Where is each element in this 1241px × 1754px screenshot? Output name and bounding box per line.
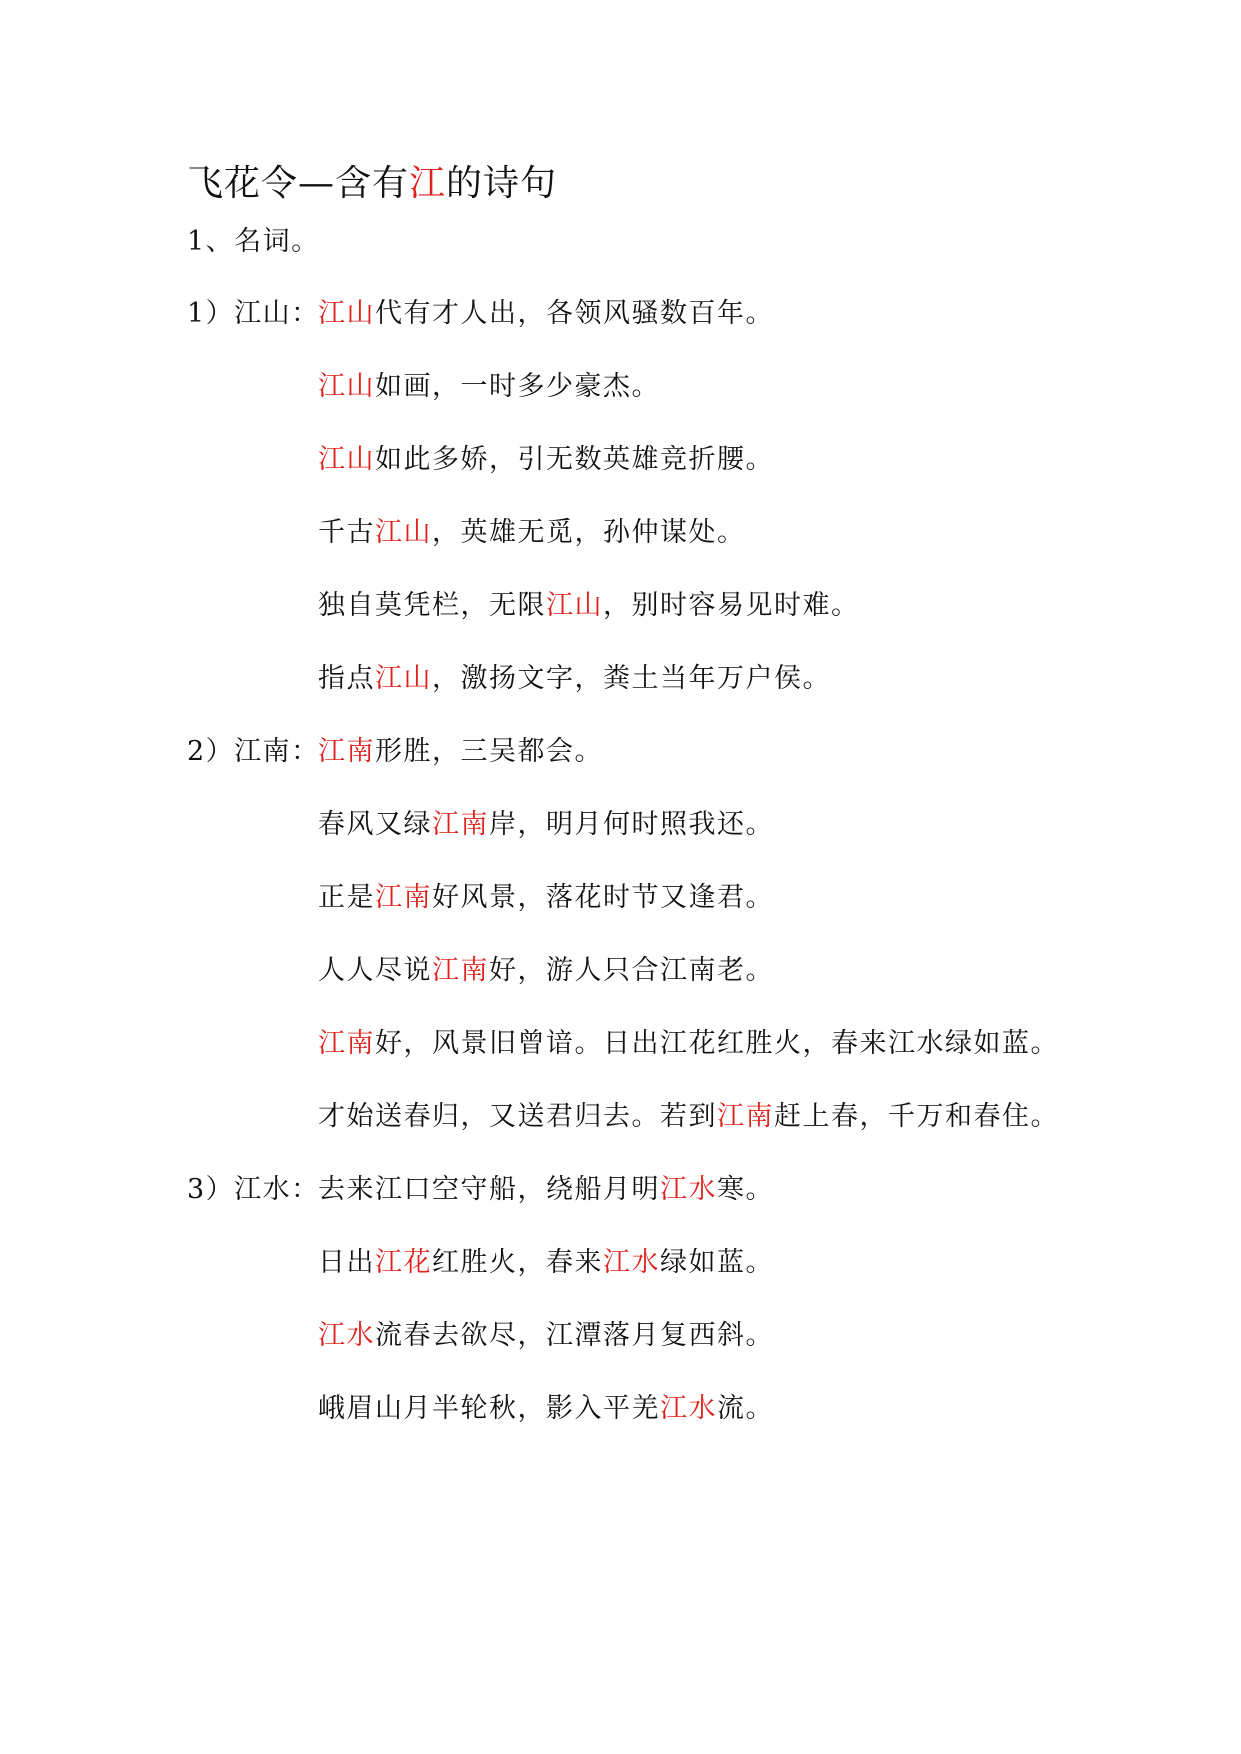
poem-text: 人人尽说 xyxy=(318,955,432,986)
poem-keyword: 江南 xyxy=(717,1101,774,1132)
poem-line xyxy=(187,440,774,480)
poem-keyword: 江山 xyxy=(318,371,375,402)
poem-line xyxy=(187,367,660,407)
poem-keyword: 江水 xyxy=(660,1174,717,1205)
poem-text: 流春去欲尽，江潭落月复西斜。 xyxy=(375,1320,774,1351)
section-heading: 1、名词。 xyxy=(187,226,320,257)
poem-text: 如此多娇，引无数英雄竞折腰。 xyxy=(375,444,774,475)
poem-line xyxy=(187,1170,774,1210)
poem-keyword: 江水 xyxy=(603,1247,660,1278)
poem-line xyxy=(187,805,774,845)
page-title xyxy=(187,158,557,210)
poem-keyword: 江水 xyxy=(318,1320,375,1351)
poem-text: 峨眉山月半轮秋，影入平羌 xyxy=(318,1393,660,1424)
title-pre: 飞花令—含有 xyxy=(187,163,410,204)
poem-line-prefix: 2）江南： xyxy=(187,736,320,767)
poem-keyword: 江水 xyxy=(660,1393,717,1424)
poem-keyword: 江山 xyxy=(546,590,603,621)
poem-text: ，激扬文字，粪土当年万户侯。 xyxy=(432,663,831,694)
poem-text: 寒。 xyxy=(717,1174,774,1205)
poem-text: 好风景，落花时节又逢君。 xyxy=(432,882,774,913)
poem-line xyxy=(187,732,603,772)
poem-line xyxy=(187,513,746,553)
poem-keyword: 江山 xyxy=(375,663,432,694)
title-post: 的诗句 xyxy=(446,163,558,204)
poem-line-prefix: 1）江山： xyxy=(187,298,320,329)
poem-text: 指点 xyxy=(318,663,375,694)
title-highlight: 江 xyxy=(409,163,447,204)
poem-text: 春风又绿 xyxy=(318,809,432,840)
poem-text: 好，风景旧曾谙。日出江花红胜火，春来江水绿如蓝。 xyxy=(375,1028,1059,1059)
poem-line xyxy=(187,1024,1059,1064)
poem-line xyxy=(187,1097,1059,1137)
poem-line xyxy=(187,878,774,918)
poem-text: 代有才人出，各领风骚数百年。 xyxy=(375,298,774,329)
poem-line xyxy=(187,294,774,334)
poem-text: ，别时容易见时难。 xyxy=(603,590,860,621)
poem-line xyxy=(187,1389,774,1429)
poem-keyword: 江南 xyxy=(318,1028,375,1059)
poem-keyword: 江山 xyxy=(318,444,375,475)
poem-line xyxy=(187,659,831,699)
poem-text: 千古 xyxy=(318,517,375,548)
poem-keyword: 江南 xyxy=(318,736,375,767)
poem-text: 日出 xyxy=(318,1247,375,1278)
poem-text: 形胜，三吴都会。 xyxy=(375,736,603,767)
poem-text: 去来江口空守船，绕船月明 xyxy=(318,1174,660,1205)
poem-text: ，英雄无觅，孙仲谋处。 xyxy=(432,517,746,548)
poem-keyword: 江山 xyxy=(375,517,432,548)
poem-text: 好，游人只合江南老。 xyxy=(489,955,774,986)
poem-text: 正是 xyxy=(318,882,375,913)
poem-keyword: 江南 xyxy=(432,809,489,840)
poem-text: 赶上春，千万和春住。 xyxy=(774,1101,1059,1132)
poem-keyword: 江南 xyxy=(375,882,432,913)
poem-keyword: 江南 xyxy=(432,955,489,986)
poem-line xyxy=(187,586,860,626)
poem-line-prefix: 3）江水： xyxy=(187,1174,320,1205)
poem-text: 流。 xyxy=(717,1393,774,1424)
poem-line xyxy=(187,951,774,991)
poem-text: 如画，一时多少豪杰。 xyxy=(375,371,660,402)
poem-line xyxy=(187,1243,774,1283)
poem-text: 红胜火，春来 xyxy=(432,1247,603,1278)
poem-keyword: 江山 xyxy=(318,298,375,329)
poem-text: 绿如蓝。 xyxy=(660,1247,774,1278)
poem-text: 独自莫凭栏，无限 xyxy=(318,590,546,621)
poem-text: 才始送春归，又送君归去。若到 xyxy=(318,1101,717,1132)
poem-line xyxy=(187,1316,774,1356)
poem-keyword: 江花 xyxy=(375,1247,432,1278)
poem-text: 岸，明月何时照我还。 xyxy=(489,809,774,840)
